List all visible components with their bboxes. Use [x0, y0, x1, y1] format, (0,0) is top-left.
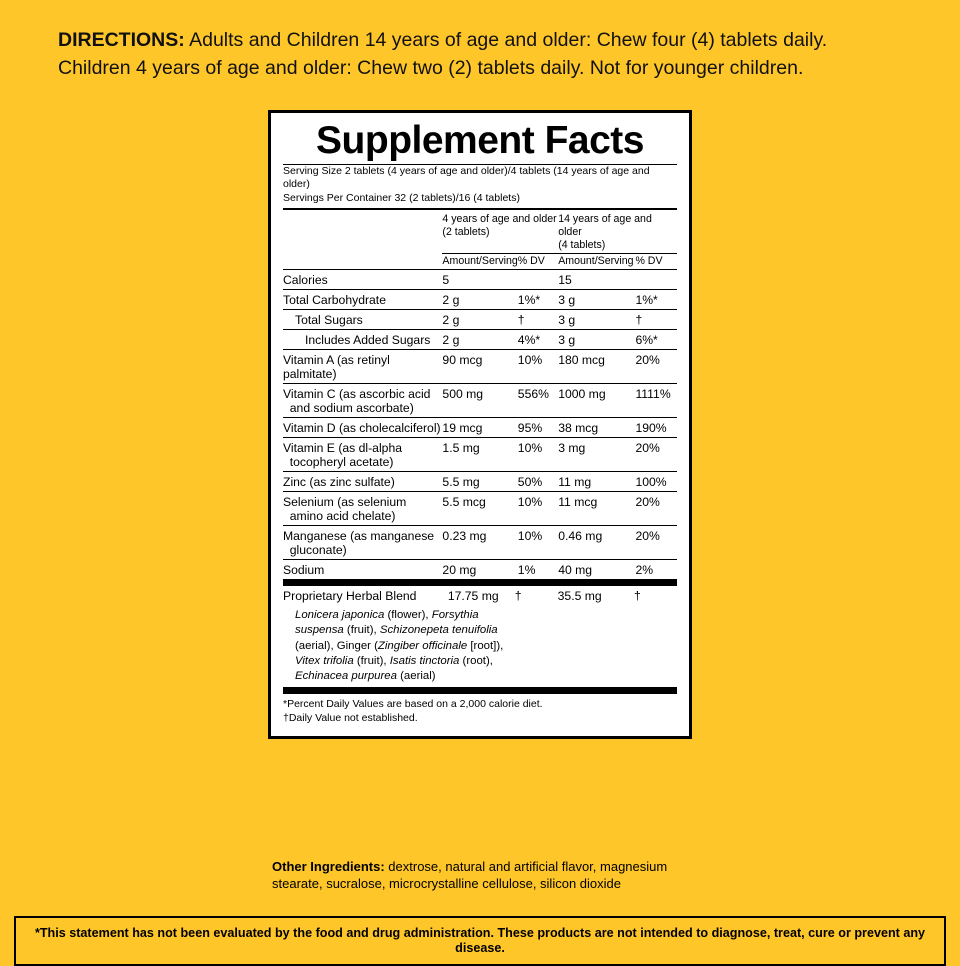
table-row [283, 472, 677, 492]
directions-block [58, 26, 908, 83]
nutrient-amount-1: 2 g [442, 330, 517, 350]
herbal-blend-table [283, 586, 677, 687]
blend-amount-1: 17.75 mg [447, 588, 499, 603]
blend-detail-spacer [515, 605, 677, 687]
subheader-dv-1: % DV [517, 254, 545, 267]
serving-size: Serving Size 2 tablets (4 years of age and older)/4 tablets (14 years of age and older) [283, 164, 650, 191]
directions-label: DIRECTIONS: [58, 29, 185, 51]
header-group-1 [442, 210, 558, 253]
nutrient-dv-2: 20% [635, 492, 677, 526]
nutrient-amount-2: 3 g [558, 330, 635, 350]
panel-title: Supplement Facts [316, 119, 644, 162]
table-row [283, 605, 677, 687]
header-group-1-line1: 4 years of age and older [442, 213, 557, 226]
directions-line-2: Children 4 years of age and older: Chew two (2) tablets daily. Not for younger children. [58, 57, 804, 80]
nutrient-amount-2: 180 mcg [558, 350, 635, 384]
panel-footnotes [283, 694, 677, 726]
nutrient-dv-2: 100% [635, 472, 677, 492]
table-row [283, 418, 677, 438]
table-row [283, 350, 677, 384]
nutrient-amount-2: 3 g [558, 290, 635, 310]
nutrient-amount-2: 40 mg [558, 560, 635, 580]
footnote-daily-value: *Percent Daily Values are based on a 2,000 calorie diet. [283, 698, 543, 711]
blend-dv-1: † [514, 588, 522, 603]
nutrient-amount-2: 0.46 mg [558, 526, 635, 560]
nutrient-name: Calories [283, 270, 442, 290]
fda-disclaimer [14, 916, 946, 966]
nutrient-amount-2: 3 g [558, 310, 635, 330]
nutrient-amount-1: 5.5 mcg [442, 492, 517, 526]
nutrient-dv-2: 1111% [635, 384, 677, 418]
nutrient-dv-1: 10% [518, 526, 558, 560]
nutrient-dv-2: 2% [635, 560, 677, 580]
nutrient-amount-1: 2 g [442, 310, 517, 330]
subheader-dv-2: % DV [635, 254, 663, 267]
nutrient-name: Includes Added Sugars [283, 330, 442, 350]
nutrient-amount-1: 0.23 mg [442, 526, 517, 560]
nutrient-amount-1: 500 mg [442, 384, 517, 418]
serving-info [283, 165, 677, 208]
table-row [283, 290, 677, 310]
nutrient-name: Vitamin E (as dl-alpha tocopheryl acetate) [283, 438, 442, 472]
nutrient-name: Total Carbohydrate [283, 290, 442, 310]
nutrient-dv-1: 95% [518, 418, 558, 438]
table-row [283, 310, 677, 330]
table-row [283, 438, 677, 472]
header-group-2 [558, 210, 677, 253]
nutrient-dv-1: 10% [518, 350, 558, 384]
nutrient-amount-2: 11 mcg [558, 492, 635, 526]
nutrient-dv-1: 556% [518, 384, 558, 418]
nutrient-name: Selenium (as selenium amino acid chelate) [283, 492, 442, 526]
blend-amount-2: 35.5 mg [557, 588, 602, 603]
fda-disclaimer-text: *This statement has not been evaluated by the food and drug administration. These products are not intended to diagnose, treat, cure or prevent any disease. [34, 926, 926, 956]
nutrient-amount-2: 15 [558, 270, 635, 290]
nutrient-dv-2 [635, 270, 677, 290]
nutrient-dv-2: 20% [635, 526, 677, 560]
nutrient-dv-2: 20% [635, 438, 677, 472]
nutrient-dv-2: 1%* [635, 290, 677, 310]
table-header-row [283, 210, 677, 253]
directions-line-1: Adults and Children 14 years of age and older: Chew four (4) tablets daily. [184, 29, 828, 51]
table-row [283, 526, 677, 560]
nutrient-dv-2: 20% [635, 350, 677, 384]
blend-ingredients: Lonicera japonica (flower), Forsythia suspensa (fruit), Schizonepeta tenuifolia (aerial), Ginger (Zingiber officinale [root]), Vitex trifolia (fruit), Isatis tinctoria (root), Echinacea purpurea (aerial) [295, 608, 504, 683]
nutrient-amount-1: 90 mcg [442, 350, 517, 384]
other-ingredients [272, 858, 702, 893]
table-row [283, 492, 677, 526]
nutrition-rows [283, 270, 677, 580]
table-row [283, 586, 677, 605]
table-row [283, 560, 677, 580]
subheader-amount-1: Amount/Serving [442, 254, 518, 267]
nutrient-amount-2: 38 mcg [558, 418, 635, 438]
nutrient-dv-1: 10% [518, 492, 558, 526]
other-ingredients-text: dextrose, natural and artificial flavor, magnesium stearate, sucralose, microcrystalline cellulose, silicon dioxide [272, 859, 668, 892]
table-row [283, 330, 677, 350]
nutrient-amount-2: 1000 mg [558, 384, 635, 418]
nutrient-dv-1: 4%* [518, 330, 558, 350]
nutrition-table [283, 210, 677, 579]
table-subheader-row [283, 253, 677, 270]
nutrient-dv-1: 1% [518, 560, 558, 580]
header-group-1-line2: (2 tablets) [442, 226, 490, 238]
nutrient-dv-1 [518, 270, 558, 290]
nutrient-name: Manganese (as manganese gluconate) [283, 526, 442, 560]
nutrient-amount-1: 20 mg [442, 560, 517, 580]
supplement-facts-panel [268, 110, 692, 739]
nutrient-amount-1: 19 mcg [442, 418, 517, 438]
header-group-2-line2: (4 tablets) [558, 238, 606, 251]
nutrient-amount-1: 1.5 mg [442, 438, 517, 472]
nutrient-name: Vitamin A (as retinyl palmitate) [283, 350, 442, 384]
subheader-spacer [283, 253, 442, 270]
nutrient-dv-2: 190% [635, 418, 677, 438]
nutrient-amount-1: 2 g [442, 290, 517, 310]
nutrient-amount-1: 5.5 mg [442, 472, 517, 492]
nutrient-dv-2: † [635, 310, 677, 330]
footnote-dv-not-established: †Daily Value not established. [283, 712, 418, 725]
nutrient-dv-2: 6%* [635, 330, 677, 350]
table-row [283, 270, 677, 290]
header-spacer [283, 210, 442, 253]
header-group-2-line1: 14 years of age and older [558, 213, 652, 238]
other-ingredients-label: Other Ingredients: [272, 859, 385, 874]
nutrient-dv-1: 10% [518, 438, 558, 472]
nutrient-name: Total Sugars [283, 310, 442, 330]
nutrient-name: Vitamin C (as ascorbic acid and sodium ascorbate) [283, 384, 442, 418]
nutrient-name: Zinc (as zinc sulfate) [283, 472, 442, 492]
nutrient-dv-1: 50% [518, 472, 558, 492]
nutrient-name: Vitamin D (as cholecalciferol) [283, 418, 442, 438]
subheader-amount-2: Amount/Serving [558, 254, 634, 267]
nutrient-name: Sodium [283, 560, 442, 580]
nutrient-amount-2: 3 mg [558, 438, 635, 472]
blend-name: Proprietary Herbal Blend [283, 588, 417, 603]
blend-dv-2: † [634, 588, 641, 603]
nutrient-amount-1: 5 [442, 270, 517, 290]
servings-per-container: Servings Per Container 32 (2 tablets)/16 (4 tablets) [283, 191, 520, 204]
nutrient-amount-2: 11 mg [558, 472, 635, 492]
nutrient-dv-1: † [518, 310, 558, 330]
nutrient-dv-1: 1%* [518, 290, 558, 310]
table-row [283, 384, 677, 418]
